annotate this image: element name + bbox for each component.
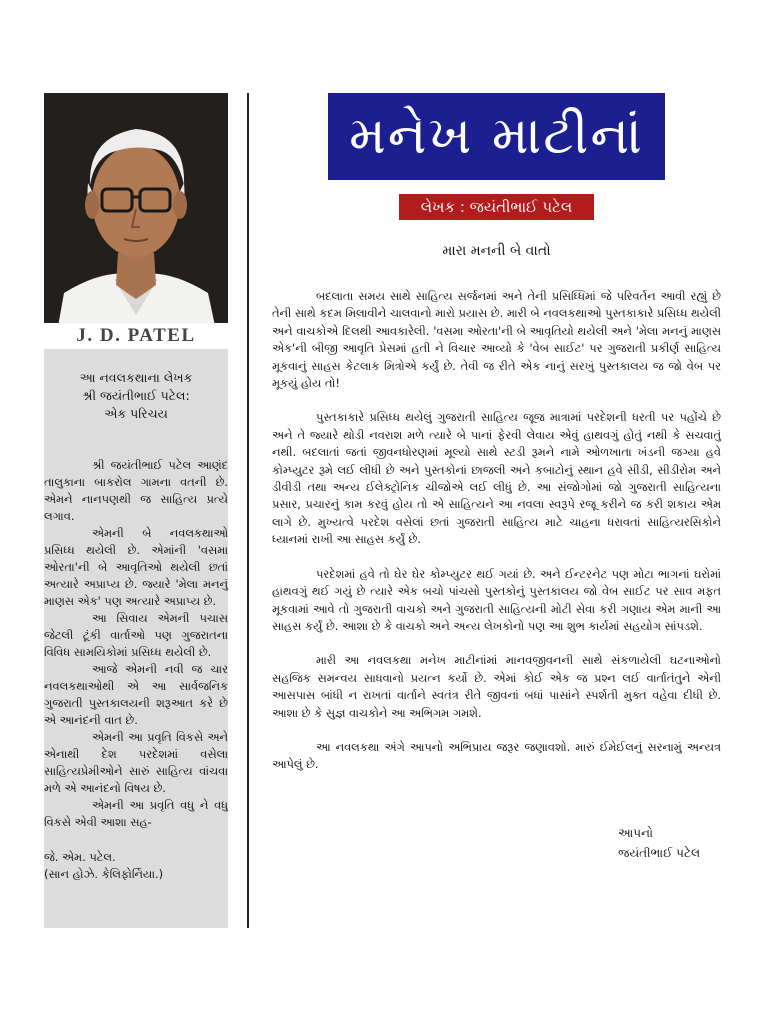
author-label: લેખક : જયંતીભાઈ પટેલ xyxy=(399,194,594,220)
preface-panel xyxy=(268,93,725,923)
author-photo xyxy=(44,93,228,349)
bio-signature-place: (સાન હોઝે. કેલિફોર્નિયા.) xyxy=(44,867,164,881)
preface-paragraph: પુસ્તકાકારે પ્રસિધ્ધ થયેલું ગુજરાતી સાહિત્ય જૂજ માત્રામાં પરદેશની ધરતી પર પહોંચે છે અને તે જ્યારે થોડી નવરાશ મળે ત્યારે બે પાનાં ફેરવી લેવાય એવું હાથવગું હોતું નથી કે સચવાતું નથી. બદલાતાં જતાં જીવનધોરણમાં મૂલ્યો સાથે સ્ટડી રૂમને નામે ઓળખાતા ખંડની જગ્યા હવે કોમ્પ્યુટર રૂમે લઈ લીધી છે અને પુસ્તકોનાં છાજલી અને કબાટોનું સ્થાન હવે સીડી, સીડીરોમ અને ડીવીડી તથા અન્ય ઈલેક્ટ્રોનિક ચીજોએ લઈ લીધું છે. આ સંજોગોમાં જો ગુજરાતી સાહિત્યના પ્રસાર, પ્રચારનું કામ કરવું હોય તો એ સાહિત્યને આ નવલા સ્વરૂપે રજૂ કરીને જ કરી શકાય એમ લાગે છે. મુખ્યત્વે પરદેશ વસેલાં છતાં ગુજરાતી સાહિત્ય માટે ચાહના ધરાવતાં સાહિત્યરસિકોને ધ્યાનમાં રાખી આ સાહસ કર્યું છે. xyxy=(272,410,721,547)
intro-line: આ નવલકથાના લેખક xyxy=(79,370,193,385)
closing-signature: જયંતીભાઈ પટેલ xyxy=(618,846,701,860)
preface-body xyxy=(272,288,721,791)
bio-paragraph: આ સિવાય એમની પચાસ જેટલી ટૂંકી વાર્તાઓ પણ ગુજરાતના વિવિધ સામયિકોમાં પ્રસિધ્ધ થયેલી છે. xyxy=(44,611,228,659)
bio-paragraph: આજે એમની નવી જ ચાર નવલકથાઓથી એ આ સાર્વજનિક ગુજરાતી પુસ્તકાલયની શરૂઆત કરે છે એ આનંદની વાત છે. xyxy=(44,662,228,727)
preface-paragraph: મારી આ નવલકથા મનેખ માટીનાંમાં માનવજીવનની સાથે સંકળાયેલી ઘટનાઓનો સહજિક સમન્વય સાધવાનો પ્રયત્ન કર્યો છે. એમાં કોઈ એક જ પ્રશ્ન લઈ વાર્તાતંતુને એની આસપાસ બાંધી ન રાખતાં વાર્તાને સ્વતંત્ર રીતે જીવનાં બધાં પાસાંને સ્પર્શતી મુક્ત વહેવા દીધી છે. આશા છે કે સુજ્ઞ વાચકોને આ અભિગમ ગમશે. xyxy=(272,653,721,720)
intro-line: શ્રી જયંતીભાઈ પટેલ: xyxy=(82,388,190,403)
bio-paragraph: શ્રી જયંતીભાઈ પટેલ આણંદ તાલુકાના બાકરોલ ગામના વતની છે. એમને નાનપણથી જ સાહિત્ય પ્રત્યે લગાવ. xyxy=(44,458,228,523)
portrait-image xyxy=(44,93,228,349)
preface-paragraph: પરદેશમાં હવે તો ઘેર ઘેર કોમ્પ્યુટર થઈ ગયાં છે. અને ઈન્ટરનેટ પણ મોટા ભાગનાં ઘરોમાં હાથવગું થઈ ગયું છે ત્યારે એક બચો પાંચસો પુસ્તકોનું પુસ્તકાલય જો વેબ સાઈટ પર સાવ મફત મૂકવામાં આવે તો ગુજરાતી વાચકો અને ગુજરાતી સાહિત્યની મોટી સેવા કરી ગણાય એમ માની આ સાહસ કર્યું છે. આશા છે કે વાચકો અને અન્ય લેખકોનો પણ આ શુભ કાર્યમાં સહયોગ સાંપડશે. xyxy=(272,566,721,633)
column-divider xyxy=(247,93,249,928)
bio-signature-name: જે. એમ. પટેલ. xyxy=(44,850,116,864)
preface-paragraph: બદલાતા સમય સાથે સાહિત્ય સર્જનમાં અને તેની પ્રસિધ્ધિમાં જે પરિવર્તન આવી રહ્યું છે તેની સાથે કદમ મિલાવીને ચાલવાનો મારો પ્રયાસ છે. મારી બે નવલકથાઓ પુસ્તકાકારે પ્રસિધ્ધ થયેલી અને વાચકોએ દિલથી આવકારેલી. 'વસમા ઓરતા'ની બે આવૃતિયો થયેલી અને 'મેલા મનનું માણસ એક'ની બીજી આવૃતિ પ્રેસમાં હતી ને વિચાર આવ્યો કે 'વેબ સાઈટ' પર ગુજરાતી પ્રકીર્ણ સાહિત્ય મૂકવાનું સાહસ કેટલાક મિત્રોએ કર્યું છે. તેવી જ રીતે એક નાનું સરખું પુસ્તકાલય જ જો વેબ પર મૂકયું હોય તો! xyxy=(272,289,721,391)
preface-paragraph: આ નવલકથા અંગે આપનો અભિપ્રાય જરૂર જણાવશો. મારું ઈમેઈલનું સરનામું અન્યત્ર આપેલું છે. xyxy=(272,739,721,772)
preface-closing xyxy=(618,823,700,863)
bio-paragraph: એમની આ પ્રવૃતિ વિકસે અને એનાથી દેશ પરદેશમાં વસેલા સાહિત્યપ્રેમીઓને સારું સાહિત્ય વાંચવા મળે એ આનંદનો વિષય છે. xyxy=(44,730,228,795)
bio-paragraph: એમની આ પ્રવૃતિ વધુ ને વધુ વિકસે એવી આશા સહ- xyxy=(44,798,228,829)
book-title: મનેખ માટીનાં xyxy=(328,93,665,180)
preface-heading: મારા મનની બે વાતો xyxy=(442,243,551,259)
author-intro-panel xyxy=(44,93,228,928)
intro-heading xyxy=(44,369,228,423)
bio-paragraph: એમની બે નવલકથાઓ પ્રસિધ્ધ થયેલી છે. એમાંની 'વસમા ઓરતા'ની બે આવૃતિઓ થયેલી છતાં અત્યારે અપ્રાપ્ય છે. જ્યારે 'મેલા મનનું માણસ એક' પણ અત્યારે અપ્રાપ્ય છે. xyxy=(44,526,228,608)
closing-salutation: આપનો xyxy=(618,826,653,840)
intro-line: એક પરિચય xyxy=(104,406,168,421)
photo-caption: J. D. PATEL xyxy=(44,323,228,349)
author-bio xyxy=(44,457,228,883)
